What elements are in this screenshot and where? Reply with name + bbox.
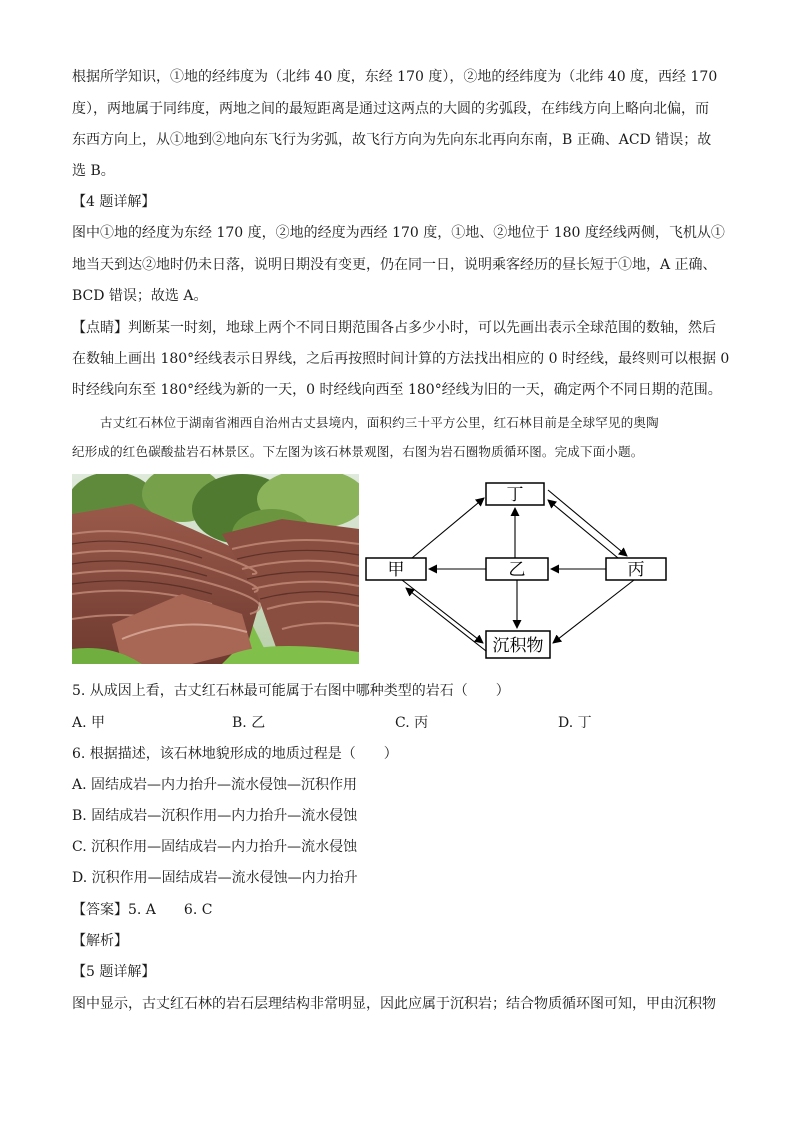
arrow-jia-to-ding <box>412 498 484 558</box>
answer-line: 【答案】5. A 6. C <box>72 902 213 918</box>
tip-line: 【点睛】判断某一时刻，地球上两个不同日期范围各占多少小时，可以先画出表示全球范围的数轴，然后 <box>72 320 716 336</box>
question-6-stem: 6. 根据描述，该石林地貌形成的地质过程是（ ） <box>72 746 398 762</box>
question-6-option-d: D. 沉积作用—固结成岩—流水侵蚀—内力抬升 <box>72 870 358 886</box>
box-yi-label: 乙 <box>508 560 526 580</box>
box-yi <box>486 558 548 580</box>
q5-detail-heading: 【5 题详解】 <box>72 964 156 980</box>
box-jia <box>366 558 426 580</box>
box-ding-label: 丁 <box>506 485 524 505</box>
q5-detail-text: 图中显示，古丈红石林的岩石层理结构非常明显，因此应属于沉积岩；结合物质循环图可知，甲由沉积物 <box>72 996 716 1012</box>
analysis-heading: 【解析】 <box>72 933 128 949</box>
text-line: 地当天到达②地时仍未日落，说明日期没有变更，仍在同一日，说明乘客经历的昼长短于①地，A 正确、 <box>72 257 717 273</box>
question-5-option-a: A. 甲 <box>72 715 106 731</box>
text-line: 度），两地属于同纬度，两地之间的最短距离是通过这两点的大圆的劣弧段，在纬线方向上略向北偏，而 <box>72 101 709 117</box>
intro-line: 纪形成的红色碳酸盐岩石林景区。下左图为该石林景观图，右图为岩石圈物质循环图。完成下面小题。 <box>72 444 644 459</box>
question-6-option-a: A. 固结成岩—内力抬升—流水侵蚀—沉积作用 <box>72 777 358 793</box>
question-6-option-b: B. 固结成岩—沉积作用—内力抬升—流水侵蚀 <box>72 808 358 824</box>
intro-line: 古丈红石林位于湖南省湘西自治州古丈县境内，面积约三十平方公里，红石林目前是全球罕见的奥陶 <box>100 415 659 430</box>
box-ding <box>486 483 544 505</box>
box-bing <box>606 558 666 580</box>
box-jia-label: 甲 <box>387 560 405 580</box>
box-sediment-label: 沉积物 <box>492 636 544 656</box>
text-line: 根据所学知识，①地的经纬度为（北纬 40 度，东经 170 度），②地的经纬度为（北纬 40 度，西经 170 <box>72 69 718 85</box>
rock-cycle-diagram <box>362 478 672 664</box>
question-5-option-d: D. 丁 <box>558 715 592 731</box>
tip-line: 在数轴上画出 180°经线表示日界线，之后再按照时间计算的方法找出相应的 0 时经线，最终则可以根据 0 <box>72 351 730 367</box>
question-6-option-c: C. 沉积作用—固结成岩—内力抬升—流水侵蚀 <box>72 839 358 855</box>
section-heading: 【4 题详解】 <box>72 194 156 210</box>
arrow-jia-to-sediment <box>402 580 483 643</box>
question-5-option-c: C. 丙 <box>395 715 429 731</box>
question-5-stem: 5. 从成因上看，古丈红石林最可能属于右图中哪种类型的岩石（ ） <box>72 683 510 699</box>
arrow-bing-to-ding <box>548 500 618 558</box>
arrow-sediment-to-jia <box>406 588 486 651</box>
box-bing-label: 丙 <box>627 560 645 580</box>
text-line: 东西方向上，从①地到②地向东飞行为劣弧，故飞行方向为先向东北再向东南，B 正确、ACD 错误；故 <box>72 132 712 148</box>
tip-line: 时经线向东至 180°经线为新的一天，0 时经线向西至 180°经线为旧的一天，确定两个不同日期的范围。 <box>72 382 722 398</box>
text-line: 选 B。 <box>72 163 115 179</box>
question-5-option-b: B. 乙 <box>232 715 266 731</box>
arrow-ding-to-bing <box>548 490 627 556</box>
box-sediment <box>486 631 550 658</box>
text-line: 图中①地的经度为东经 170 度，②地的经度为西经 170 度，①地、②地位于 180 度经线两侧，飞机从① <box>72 225 725 241</box>
arrow-bing-to-sediment <box>553 580 634 643</box>
stone-forest-photo <box>72 474 359 664</box>
text-line: BCD 错误；故选 A。 <box>72 288 208 304</box>
